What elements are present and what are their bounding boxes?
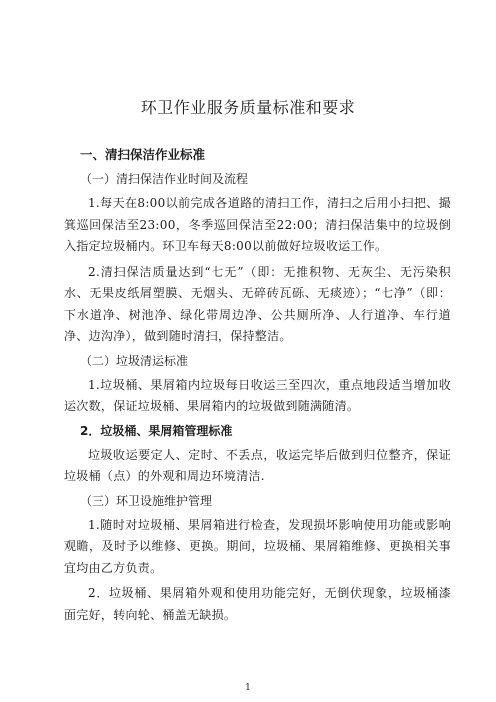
subsection-heading-2: （二）垃圾清运标准: [80, 353, 189, 368]
paragraph-2: 2.清扫保洁质量达到“七无”（即：无推积物、无灰尘、无污染积水、无果皮纸屑塑膜、无烟头、无碎砖瓦砾、无痰迹）；“七净”（即：下水道净、树池净、绿化带周边净、公共厕所净、人行道净、车行道净、边沟净），做到随时清扫，保持整洁。: [64, 264, 451, 343]
paragraph-4: 垃圾收运要定人、定时、不丢点，收运完毕后做到归位整齐，保证垃圾桶（点）的外观和周边环境清洁.: [64, 447, 451, 483]
paragraph-3: 1.垃圾桶、果屑箱内垃圾每日收运三至四次，重点地段适当增加收运次数，保证垃圾桶、果屑箱内的垃圾做到随满随清。: [64, 377, 451, 413]
section-heading-1: 一、清扫保洁作业标准: [80, 147, 206, 162]
page-number: 1: [245, 683, 251, 693]
paragraph-6: 2．垃圾桶、果屑箱外观和使用功能完好，无倒伏现象，垃圾桶漆面完好，转向轮、桶盖无缺损。: [64, 586, 451, 622]
subsection-heading-2b: 2．垃圾桶、果屑箱管理标准: [80, 423, 233, 438]
paragraph-1: 1.每天在8:00以前完成各道路的清扫工作，清扫之后用小扫把、撮箕巡回保洁至23:00，冬季巡回保洁至22:00；清扫保洁集中的垃圾倒入指定垃圾桶内。环卫车每天8:00以前做好垃圾收运工作。: [64, 196, 451, 253]
subsection-heading-1: （一）清扫保洁作业时间及流程: [80, 172, 249, 186]
subsection-heading-3: （三）环卫设施维护管理: [80, 493, 213, 508]
paragraph-5: 1.随时对垃圾桶、果屑箱进行检查，发现损坏影响使用功能或影响观瞻，及时予以维修、更换。期间，垃圾桶、果屑箱维修、更换相关事宜均由乙方负责。: [64, 517, 451, 575]
document-title: 环卫作业服务质量标准和要求: [140, 98, 356, 117]
document-body: [64, 146, 451, 630]
